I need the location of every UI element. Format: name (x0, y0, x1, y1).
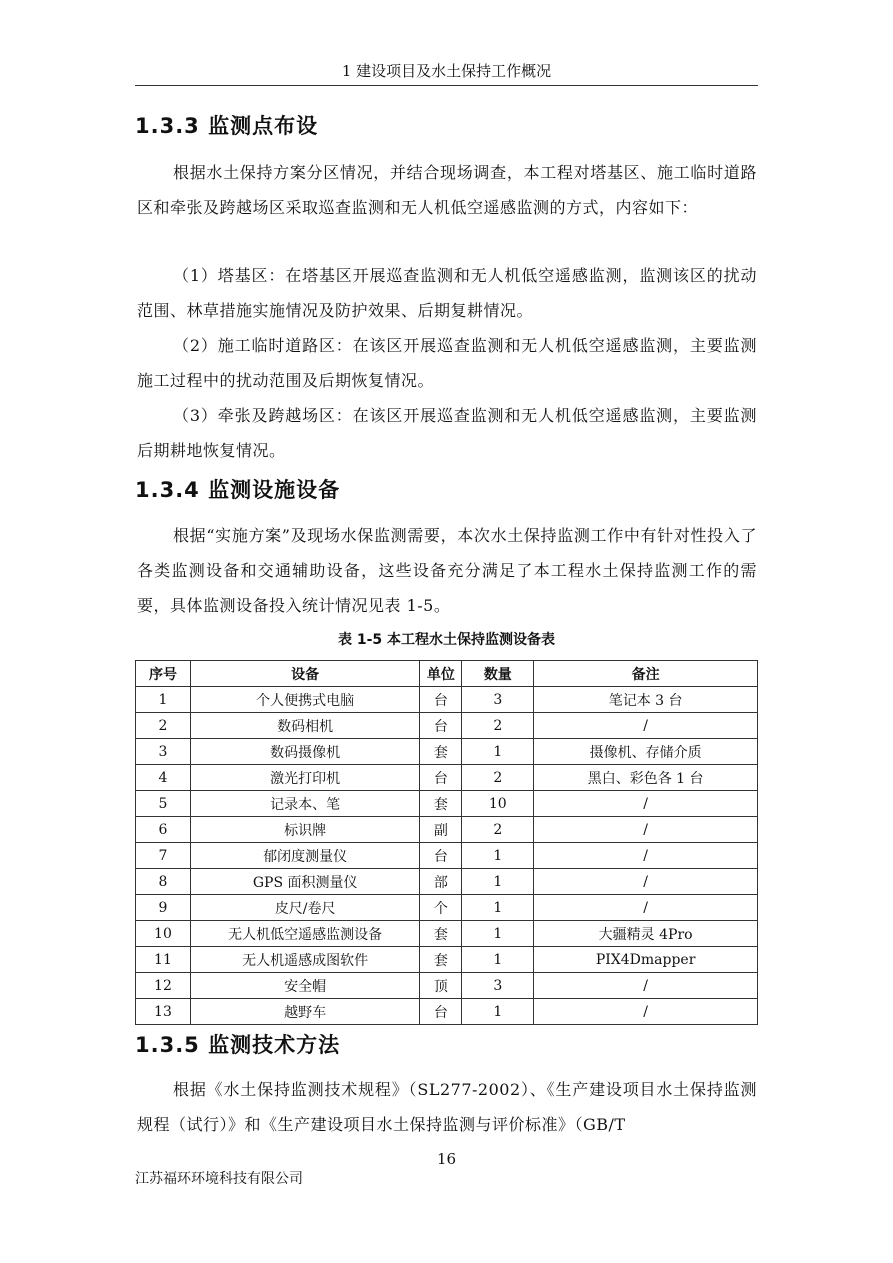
cell-quantity: 1 (462, 843, 534, 869)
cell-quantity: 1 (462, 947, 534, 973)
cell-equipment: 激光打印机 (190, 765, 420, 791)
cell-quantity: 3 (462, 687, 534, 713)
cell-no: 4 (136, 765, 191, 791)
header-rule (135, 85, 758, 86)
cell-note: PIX4Dmapper (534, 947, 758, 973)
cell-quantity: 2 (462, 713, 534, 739)
section-heading-1-3-4: 1.3.4 监测设施设备 (135, 478, 341, 502)
cell-note: / (534, 791, 758, 817)
cell-unit: 套 (420, 739, 462, 765)
table-row (136, 791, 758, 817)
cell-equipment: 无人机遥感成图软件 (190, 947, 420, 973)
cell-no: 11 (136, 947, 191, 973)
table-row (136, 765, 758, 791)
paragraph-intro-1-3-3: 根据水土保持方案分区情况，并结合现场调查，本工程对塔基区、施工临时道路区和牵张及跨越场区采取巡查监测和无人机低空遥感监测的方式，内容如下： (137, 163, 757, 217)
table-row (136, 687, 758, 713)
header-note: 备注 (534, 661, 758, 687)
footer-company: 江苏福环环境科技有限公司 (135, 1171, 303, 1187)
paragraph-item-1: （1）塔基区：在塔基区开展巡查监测和无人机低空遥感监测，监测该区的扰动范围、林草措施实施情况及防护效果、后期复耕情况。 (137, 266, 757, 320)
cell-note: / (534, 869, 758, 895)
cell-note: / (534, 895, 758, 921)
cell-no: 1 (136, 687, 191, 713)
cell-no: 5 (136, 791, 191, 817)
table-row (136, 895, 758, 921)
table-row (136, 713, 758, 739)
cell-quantity: 1 (462, 999, 534, 1025)
cell-equipment: 数码摄像机 (190, 739, 420, 765)
cell-equipment: 无人机低空遥感监测设备 (190, 921, 420, 947)
table-caption: 表 1-5 本工程水土保持监测设备表 (337, 632, 556, 648)
cell-quantity: 1 (462, 739, 534, 765)
paragraph-intro-1-3-5: 根据《水土保持监测技术规程》（SL277-2002）、《生产建设项目水土保持监测规程（试行）》和《生产建设项目水土保持监测与评价标准》（GB/T (137, 1080, 757, 1134)
cell-quantity: 1 (462, 921, 534, 947)
equipment-table (135, 660, 758, 1025)
section-heading-1-3-3: 1.3.3 监测点布设 (135, 114, 319, 138)
cell-equipment: 记录本、笔 (190, 791, 420, 817)
running-header: 1 建设项目及水土保持工作概况 (341, 62, 552, 80)
header-no: 序号 (136, 661, 191, 687)
cell-equipment: 个人便携式电脑 (190, 687, 420, 713)
cell-unit: 套 (420, 947, 462, 973)
cell-quantity: 3 (462, 973, 534, 999)
cell-no: 12 (136, 973, 191, 999)
cell-note: 笔记本 3 台 (534, 687, 758, 713)
paragraph-item-2: （2）施工临时道路区：在该区开展巡查监测和无人机低空遥感监测，主要监测施工过程中的扰动范围及后期恢复情况。 (137, 336, 757, 390)
cell-equipment: GPS 面积测量仪 (190, 869, 420, 895)
cell-quantity: 2 (462, 817, 534, 843)
cell-unit: 台 (420, 843, 462, 869)
cell-quantity: 1 (462, 895, 534, 921)
paragraph-intro-1-3-4: 根据“实施方案”及现场水保监测需要，本次水土保持监测工作中有针对性投入了各类监测设备和交通辅助设备，这些设备充分满足了本工程水土保持监测工作的需要，具体监测设备投入统计情况见表 1-5。 (137, 526, 757, 615)
table-row (136, 921, 758, 947)
cell-quantity: 2 (462, 765, 534, 791)
cell-equipment: 标识牌 (190, 817, 420, 843)
cell-quantity: 10 (462, 791, 534, 817)
cell-no: 8 (136, 869, 191, 895)
cell-unit: 部 (420, 869, 462, 895)
cell-unit: 台 (420, 713, 462, 739)
table-row (136, 947, 758, 973)
cell-note: / (534, 973, 758, 999)
cell-equipment: 安全帽 (190, 973, 420, 999)
table-row (136, 999, 758, 1025)
page-number: 16 (436, 1150, 457, 1168)
cell-unit: 台 (420, 765, 462, 791)
cell-unit: 套 (420, 791, 462, 817)
cell-unit: 台 (420, 999, 462, 1025)
table-row (136, 843, 758, 869)
cell-equipment: 郁闭度测量仪 (190, 843, 420, 869)
table-header-row (136, 661, 758, 687)
cell-note: 摄像机、存储介质 (534, 739, 758, 765)
cell-no: 9 (136, 895, 191, 921)
table-row (136, 973, 758, 999)
cell-note: / (534, 713, 758, 739)
cell-note: / (534, 843, 758, 869)
header-quantity: 数量 (462, 661, 534, 687)
cell-no: 3 (136, 739, 191, 765)
cell-unit: 台 (420, 687, 462, 713)
cell-note: 黑白、彩色各 1 台 (534, 765, 758, 791)
section-heading-1-3-5: 1.3.5 监测技术方法 (135, 1033, 341, 1057)
cell-unit: 个 (420, 895, 462, 921)
table-row (136, 817, 758, 843)
cell-no: 2 (136, 713, 191, 739)
cell-no: 7 (136, 843, 191, 869)
cell-quantity: 1 (462, 869, 534, 895)
cell-equipment: 数码相机 (190, 713, 420, 739)
paragraph-item-3: （3）牵张及跨越场区：在该区开展巡查监测和无人机低空遥感监测，主要监测后期耕地恢复情况。 (137, 406, 757, 460)
table-row (136, 739, 758, 765)
cell-note: 大疆精灵 4Pro (534, 921, 758, 947)
cell-unit: 顶 (420, 973, 462, 999)
table-row (136, 869, 758, 895)
cell-equipment: 皮尺/卷尺 (190, 895, 420, 921)
header-equipment: 设备 (190, 661, 420, 687)
cell-equipment: 越野车 (190, 999, 420, 1025)
cell-note: / (534, 999, 758, 1025)
cell-note: / (534, 817, 758, 843)
cell-unit: 副 (420, 817, 462, 843)
cell-no: 13 (136, 999, 191, 1025)
cell-no: 10 (136, 921, 191, 947)
header-unit: 单位 (420, 661, 462, 687)
cell-no: 6 (136, 817, 191, 843)
cell-unit: 套 (420, 921, 462, 947)
